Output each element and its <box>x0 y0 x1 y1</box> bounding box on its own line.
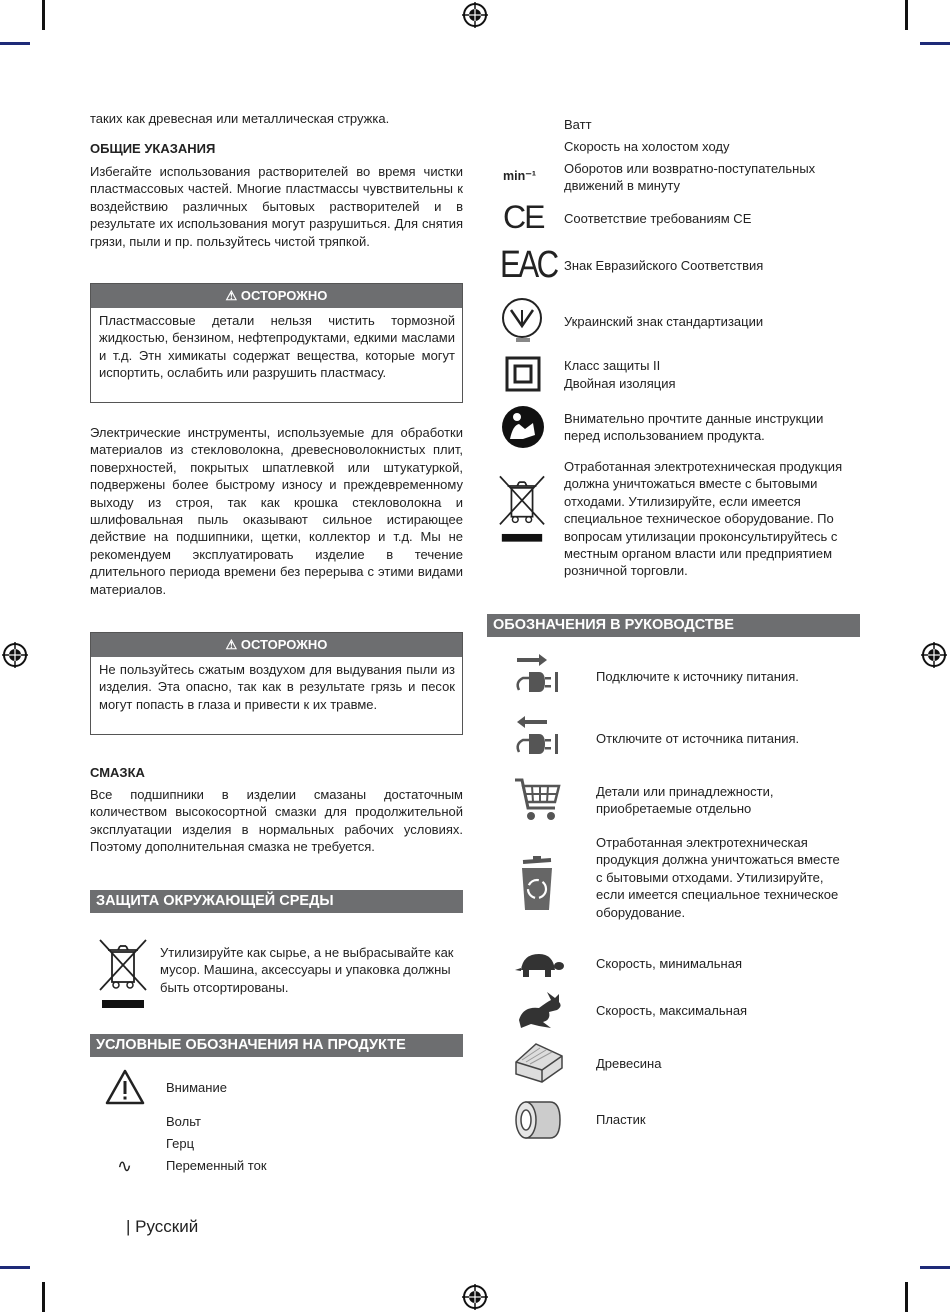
crop-mark <box>905 0 908 30</box>
manual-symbols-heading: ОБОЗНАЧЕНИЯ В РУКОВОДСТВЕ <box>487 614 860 637</box>
weee-label: Отработанная электротехническая продукция должна уничтожаться вместе с бытовыми отходами. Утилизируйте, если имеется специальное техническое оборудование. По вопросам утилизации проконсультируйтесь с местным органом власти или предприятием розничной торговли. <box>564 459 843 579</box>
read-manual-label: Внимательно прочтите данные инструкции перед использованием продукта. <box>564 411 824 444</box>
eac-label: Знак Евразийского Соответствия <box>564 258 764 273</box>
rpm-label: Оборотов или возвратно-поступательных движений в минуту <box>564 161 816 194</box>
crop-mark <box>920 1266 950 1269</box>
intro-text: таких как древесная или металлическая стружка. <box>90 111 390 126</box>
rabbit-icon <box>513 990 565 1030</box>
lubrication-heading: СМАЗКА <box>90 765 145 780</box>
crossed-bin-icon <box>98 938 148 1010</box>
warning-text: Не пользуйтесь сжатым воздухом для выдувания пыли из изделия. Эта опасно, так как в результате грязь и песок могут попасть в глаза и привести к их травме. <box>99 662 455 712</box>
unplug-icon <box>513 714 563 760</box>
speed-max-label: Скорость, максимальная <box>596 1003 748 1018</box>
registration-mark-icon <box>462 1284 488 1310</box>
registration-mark-icon <box>462 2 488 28</box>
general-heading: ОБЩИЕ УКАЗАНИЯ <box>90 141 216 156</box>
sym-attention-label: Внимание <box>166 1080 227 1095</box>
plastic-label: Пластик <box>596 1112 646 1127</box>
registration-mark-icon <box>2 642 28 668</box>
watt-label: Ватт <box>564 117 592 132</box>
crossed-bin-icon <box>498 473 546 545</box>
fiberglass-text: Электрические инструменты, используемые для обработки материалов из стекловолокна, древесноволокнистых плит, поверхностей, покрытых шпатлевкой или штукатуркой, подвержены более быстрому износу и преждевременному выходу из строя, так как крошка стекловолокна и шлифовальная пыль оказывают сильное истирающее действие на подшипники, щетки, коллектор и т.д. Мы не рекомендуем эксплуатировать изделие в течение длительного периода времени без перерыва с этими видами материалов. <box>90 425 463 597</box>
registration-mark-icon <box>921 642 947 668</box>
wood-label: Древесина <box>596 1056 662 1071</box>
speed-min-label: Скорость, минимальная <box>596 956 742 971</box>
recycle-label: Отработанная электротехническая продукция должна уничтожаться вместе с бытовыми отходами. Утилизируйте, если имеется специальное техническое оборудование. <box>596 835 840 920</box>
accessories-label: Детали или принадлежности, приобретаемые отдельно <box>596 784 774 817</box>
product-symbols-heading: УСЛОВНЫЕ ОБОЗНАЧЕНИЯ НА ПРОДУКТЕ <box>90 1034 463 1057</box>
crop-mark <box>920 42 950 45</box>
eac-icon: EAC <box>500 244 557 286</box>
ukraine-standard-label: Украинский знак стандартизации <box>564 314 764 329</box>
read-manual-icon <box>501 405 545 449</box>
crop-mark <box>42 0 45 30</box>
idle-speed-label: Скорость на холостом ходу <box>564 139 730 154</box>
general-text: Избегайте использования растворителей во время чистки пластмассовых частей. Многие пластмассы чувствительны к воздействию различных бытовых растворителей и в результате их использования могут разрушиться. Для снятия грязи, пыли и пр. пользуйтесь чистой тряпкой. <box>90 164 463 249</box>
ce-label: Соответствие требованиям CE <box>564 211 752 226</box>
sym-ac-label: Переменный ток <box>166 1158 267 1173</box>
warning-title <box>91 284 462 308</box>
ce-icon: CE <box>503 199 544 235</box>
turtle-icon <box>513 950 565 980</box>
plug-in-label: Подключите к источнику питания. <box>596 669 799 684</box>
class-two-line1: Класс защиты II <box>564 358 661 373</box>
footer-language: | Русский <box>126 1217 199 1236</box>
plug-in-icon <box>513 652 563 698</box>
env-heading: ЗАЩИТА ОКРУЖАЮЩЕЙ СРЕДЫ <box>90 890 463 913</box>
lubrication-text: Все подшипники в изделии смазаны достаточным количеством высокосортной смазки для продолжительной эксплуатации изделия в нормальных рабочих условиях. Поэтому дополнительная смазка не требуется. <box>90 787 463 855</box>
wood-icon <box>514 1040 564 1084</box>
shopping-cart-icon <box>513 776 563 824</box>
sym-hertz-label: Герц <box>166 1136 195 1151</box>
crop-mark <box>0 1266 30 1269</box>
warning-box-1 <box>90 283 463 403</box>
env-text: Утилизируйте как сырье, а не выбрасывайте как мусор. Машина, аксессуары и упаковка должны быть отсортированы. <box>160 945 454 995</box>
warning-icon: ⚠ <box>225 288 238 303</box>
min-icon: min⁻¹ <box>503 169 536 183</box>
warning-triangle-icon <box>104 1068 146 1106</box>
ukraine-standard-icon <box>500 296 546 344</box>
crop-mark <box>42 1282 45 1312</box>
ac-icon: ∿ <box>117 1156 133 1176</box>
warning-title-text: ОСТОРОЖНО <box>240 637 328 652</box>
warning-text: Пластмассовые детали нельзя чистить тормозной жидкостью, бензином, нефтепродуктами, едкими маслами и т.д. Этн химикаты содержат вещества, которые могут испортить, ослабить или разрушить пластмасу. <box>99 313 455 381</box>
class-two-icon <box>505 356 541 392</box>
sym-volt-label: Вольт <box>166 1114 201 1129</box>
crop-mark <box>905 1282 908 1312</box>
warning-icon: ⚠ <box>225 637 238 652</box>
warning-title-text: ОСТОРОЖНО <box>240 288 328 303</box>
plastic-icon <box>514 1098 562 1142</box>
crop-mark <box>0 42 30 45</box>
recycle-bin-icon <box>515 856 559 912</box>
warning-box-2 <box>90 632 463 735</box>
class-two-line2: Двойная изоляция <box>564 376 676 391</box>
warning-title <box>91 633 462 657</box>
unplug-label: Отключите от источника питания. <box>596 731 800 746</box>
